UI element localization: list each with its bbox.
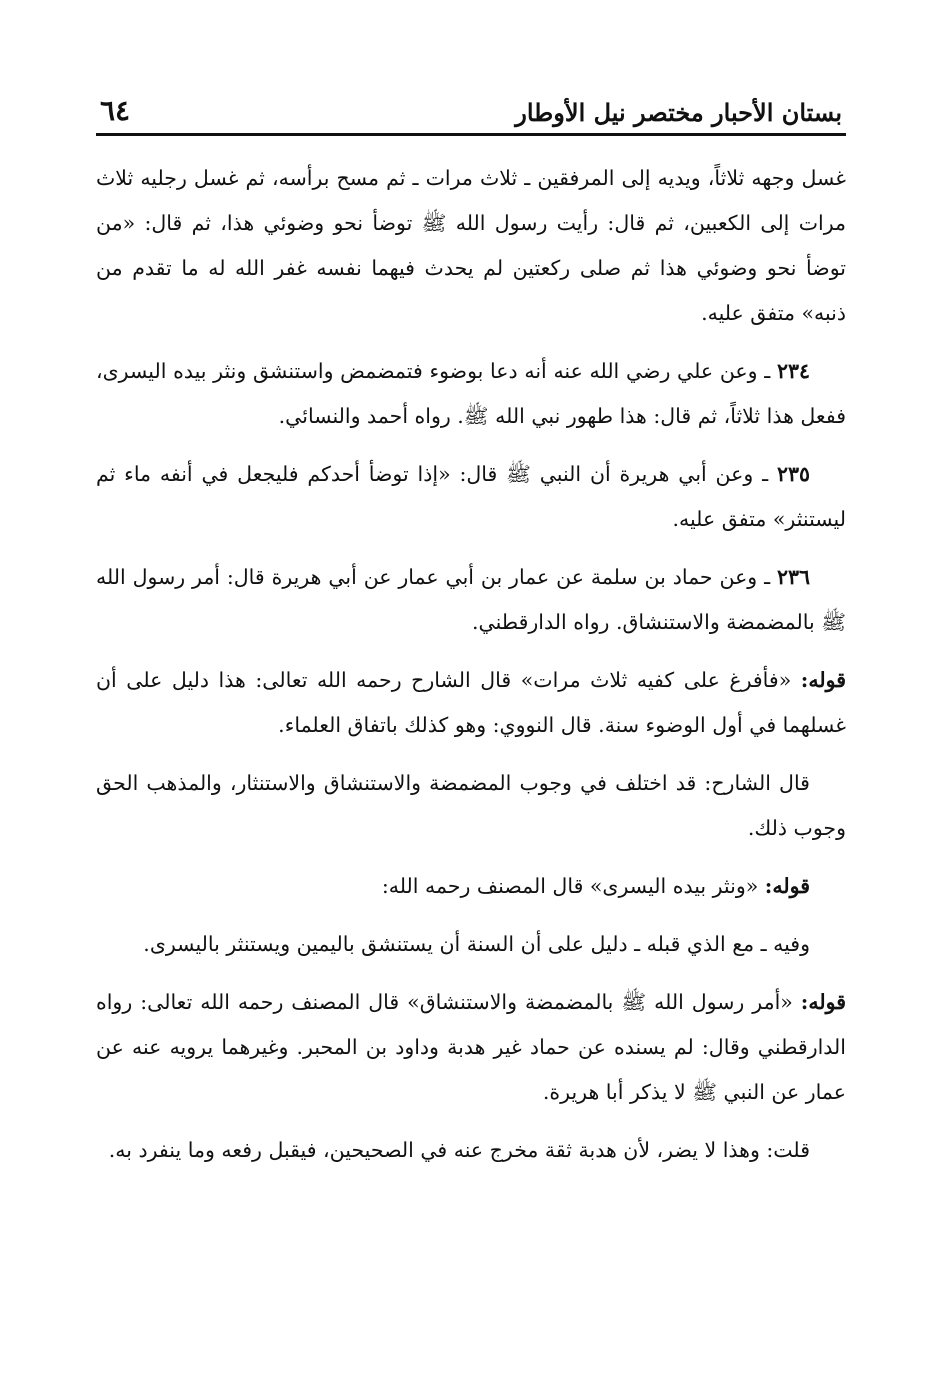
commentary-text: «ونثر بيده اليسرى» قال المصنف رحمه الله: bbox=[381, 874, 765, 898]
paragraph-continuation bbox=[96, 156, 846, 336]
paragraph-text: غسل وجهه ثلاثاً، ويديه إلى المرفقين ـ ثلاث مرات ـ ثم مسح برأسه، ثم غسل رجليه ثلاث مرات إلى الكعبين، ثم قال: رأيت رسول الله ﷺ توضأ نحو وضوئي هذا، ثم قال: «من توضأ نحو وضوئي هذا ثم صلى ركعتين لم يحدث فيهما نفسه غفر الله له ما تقدم من ذنبه» متفق عليه. bbox=[96, 166, 846, 325]
book-page bbox=[96, 78, 846, 1368]
commentary-text: قال الشارح: قد اختلف في وجوب المضمضة والاستنشاق والاستنثار، والمذهب الحق وجوب ذلك. bbox=[96, 771, 846, 840]
commentary-paragraph bbox=[96, 1128, 846, 1173]
commentary-paragraph bbox=[96, 761, 846, 851]
hadith-234 bbox=[96, 349, 846, 439]
commentary-paragraph bbox=[96, 864, 846, 909]
commentary-paragraph bbox=[96, 922, 846, 967]
page-body bbox=[96, 136, 846, 1173]
commentary-text: قلت: وهذا لا يضر، لأن هدبة ثقة مخرج عنه في الصحيحين، فيقبل رفعه وما ينفرد به. bbox=[108, 1138, 810, 1162]
commentary-text: «أمر رسول الله ﷺ بالمضمضة والاستنشاق» قال المصنف رحمه الله تعالى: رواه الدارقطني وقال: لم يسنده عن حماد غير هدبة وداود بن المحبر. وغيرهما يرويه عنه عن عمار عن النبي ﷺ لا يذكر أبا هريرة. bbox=[96, 990, 846, 1104]
commentary-text: «فأفرغ على كفيه ثلاث مرات» قال الشارح رحمه الله تعالى: هذا دليل على أن غسلهما في أول الوضوء سنة. قال النووي: وهو كذلك باتفاق العلماء. bbox=[96, 668, 846, 737]
commentary-lead: قوله: bbox=[800, 990, 846, 1014]
commentary-paragraph bbox=[96, 658, 846, 748]
commentary-text: وفيه ـ مع الذي قبله ـ دليل على أن السنة أن يستنشق باليمين ويستنثر باليسرى. bbox=[143, 932, 810, 956]
hadith-text: ـ وعن أبي هريرة أن النبي ﷺ قال: «إذا توضأ أحدكم فليجعل في أنفه ماء ثم ليستنثر» متفق عليه. bbox=[96, 462, 846, 531]
book-title: بستان الأحبار مختصر نيل الأوطار bbox=[515, 98, 842, 127]
commentary-lead: قوله: bbox=[800, 668, 846, 692]
hadith-236 bbox=[96, 555, 846, 645]
hadith-number: ٢٣٤ bbox=[776, 359, 810, 383]
page-number: ٦٤ bbox=[100, 94, 131, 127]
hadith-number: ٢٣٦ bbox=[776, 565, 810, 589]
hadith-number: ٢٣٥ bbox=[776, 462, 810, 486]
commentary-paragraph bbox=[96, 980, 846, 1115]
running-header bbox=[96, 78, 846, 136]
hadith-235 bbox=[96, 452, 846, 542]
hadith-text: ـ وعن علي رضي الله عنه أنه دعا بوضوء فتمضمض واستنشق ونثر بيده اليسرى، ففعل هذا ثلاثاً، ثم قال: هذا طهور نبي الله ﷺ. رواه أحمد والنسائي. bbox=[96, 359, 846, 428]
hadith-text: ـ وعن حماد بن سلمة عن عمار بن أبي عمار عن أبي هريرة قال: أمر رسول الله ﷺ بالمضمضة والاستنشاق. رواه الدارقطني. bbox=[96, 565, 846, 634]
commentary-lead: قوله: bbox=[764, 874, 810, 898]
